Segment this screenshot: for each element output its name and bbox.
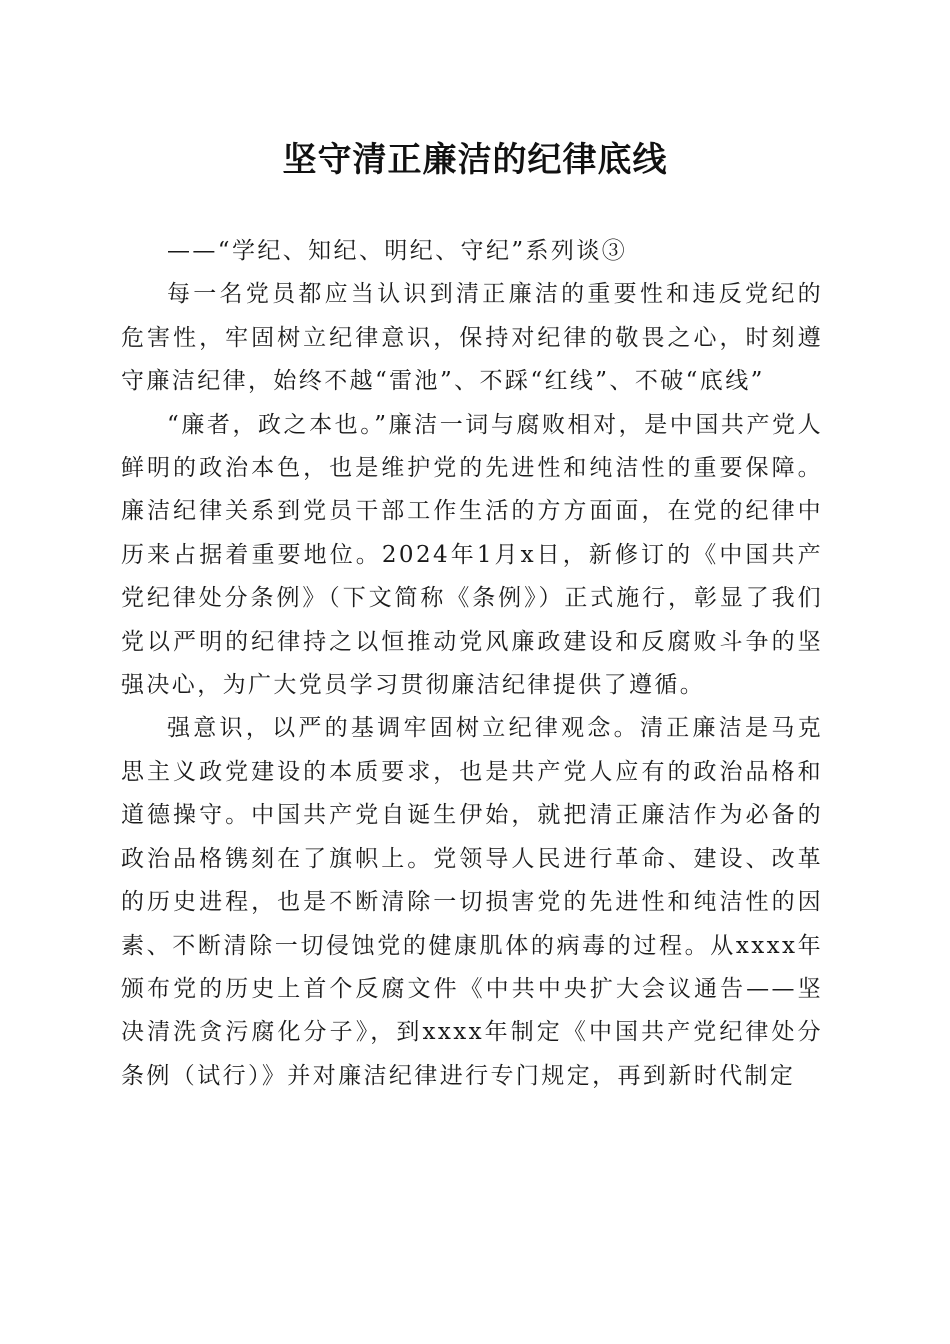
document-subtitle: ——“学纪、知纪、明纪、守纪”系列谈③ (167, 238, 628, 264)
paragraph-2: “廉者，政之本也。”廉洁一词与腐败相对，是中国共产党人鲜明的政治本色，也是维护党的先进性和纯洁性的重要保障。廉洁纪律关系到党员干部工作生活的方方面面，在党的纪律中历来占据着重要地位。2024年1月x日，新修订的《中国共产党纪律处分条例》（下文简称《条例》）正式施行，彰显了我们党以严明的纪律持之以恒推动党风廉政建设和反腐败斗争的坚强决心，为广大党员学习贯彻廉洁纪律提供了遵循。 (121, 411, 823, 699)
paragraph-1: 每一名党员都应当认识到清正廉洁的重要性和违反党纪的危害性，牢固树立纪律意识，保持对纪律的敬畏之心，时刻遵守廉洁纪律，始终不越“雷池”、不踩“红线”、不破“底线” (121, 281, 823, 395)
document-title: 坚守清正廉洁的纪律底线 (282, 140, 668, 180)
document-body (121, 230, 823, 1098)
paragraph-3: 强意识，以严的基调牢固树立纪律观念。清正廉洁是马克思主义政党建设的本质要求，也是共产党人应有的政治品格和道德操守。中国共产党自诞生伊始，就把清正廉洁作为必备的政治品格镌刻在了旗帜上。党领导人民进行革命、建设、改革的历史进程，也是不断清除一切损害党的先进性和纯洁性的因素、不断清除一切侵蚀党的健康肌体的病毒的过程。从xxxx年颁布党的历史上首个反腐文件《中共中央扩大会议通告——坚决清洗贪污腐化分子》，到xxxx年制定《中国共产党纪律处分条例（试行）》并对廉洁纪律进行专门规定，再到新时代制定 (121, 715, 823, 1089)
